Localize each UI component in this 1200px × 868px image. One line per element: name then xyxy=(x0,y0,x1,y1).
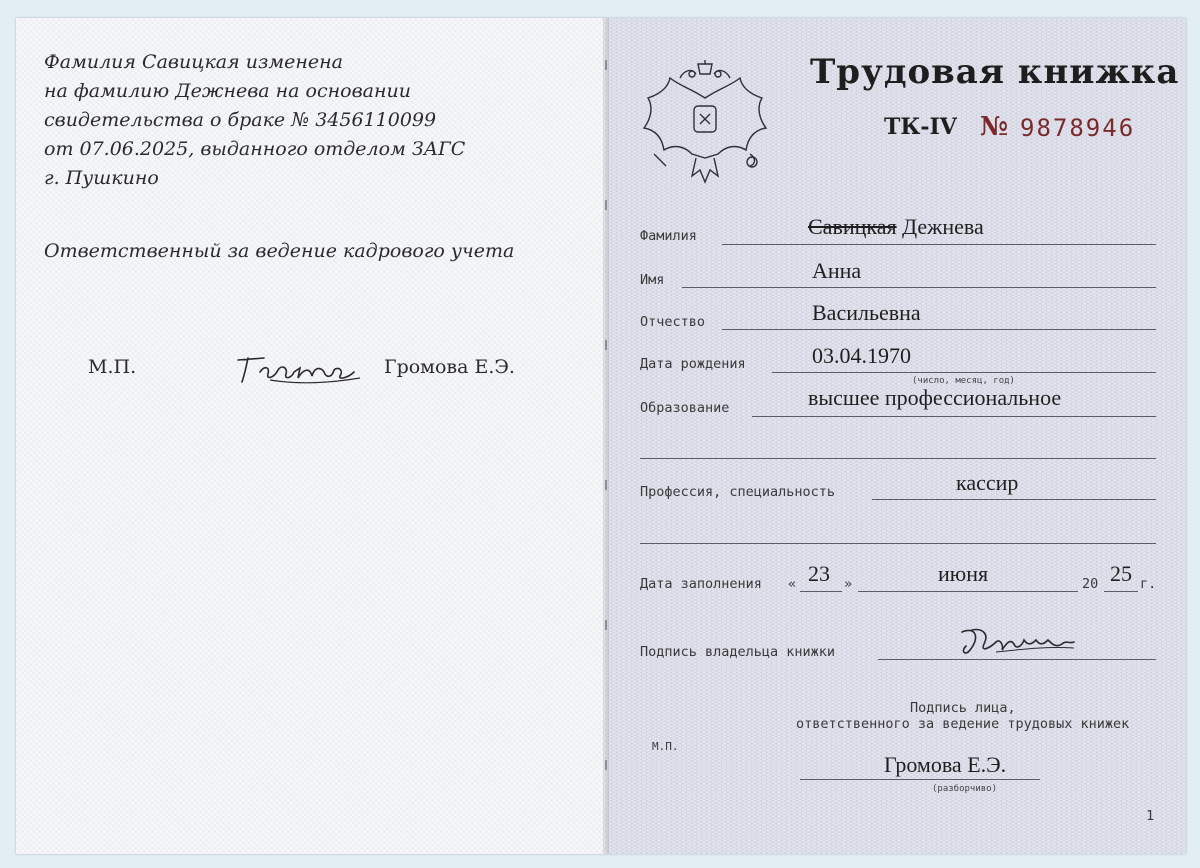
patronymic-value: Васильевна xyxy=(812,300,921,325)
responsible-hint: (разборчиво) xyxy=(932,784,998,794)
surname-old: Савицкая xyxy=(808,214,897,239)
fill-date-label: Дата заполнения xyxy=(640,576,762,592)
profession-label: Профессия, специальность xyxy=(640,484,836,500)
fill-month-line xyxy=(858,591,1078,592)
note-line: свидетельства о браке № 3456110099 xyxy=(44,109,437,131)
responsible-sign-label-1: Подпись лица, xyxy=(910,700,1016,716)
name-change-note xyxy=(44,48,564,193)
surname-line xyxy=(722,244,1156,245)
profession-value: кассир xyxy=(956,470,1019,495)
responsible-name: Громова Е.Э. xyxy=(384,356,515,378)
fill-day-close: » xyxy=(844,576,853,592)
note-line: на фамилию Дежнева на основании xyxy=(44,80,411,102)
responsible-label: Ответственный за ведение кадрового учета xyxy=(44,240,515,262)
surname-label: Фамилия xyxy=(640,228,697,244)
name-label: Имя xyxy=(640,272,665,288)
owner-sign-label: Подпись владельца книжки xyxy=(640,644,836,660)
fill-year-line xyxy=(1104,591,1138,592)
note-line: от 07.06.2025, выданного отделом ЗАГС xyxy=(44,138,466,160)
profession-line-2 xyxy=(640,543,1156,544)
name-value: Анна xyxy=(812,258,862,283)
document-title: Трудовая книжка xyxy=(810,52,1180,92)
responsible-line xyxy=(800,779,1040,780)
responsible-sign-label-2: ответственного за ведение трудовых книжек xyxy=(796,716,1130,732)
note-line: г. Пушкино xyxy=(44,167,159,189)
education-line-2 xyxy=(640,458,1156,459)
birthdate-line xyxy=(772,372,1156,373)
surname-value xyxy=(808,214,984,240)
name-line xyxy=(682,287,1156,288)
profession-line xyxy=(872,499,1156,500)
stitch xyxy=(605,480,607,490)
note-line: Фамилия Савицкая изменена xyxy=(44,51,343,73)
fill-year-prefix: 20 xyxy=(1082,576,1099,592)
fill-year-suffix: 25 xyxy=(1110,561,1132,586)
stamp-place: М.П. xyxy=(652,740,679,753)
responsible-name-value: Громова Е.Э. xyxy=(884,752,1007,777)
stitch xyxy=(605,200,607,210)
patronymic-label: Отчество xyxy=(640,314,706,330)
fill-year-g: г. xyxy=(1140,576,1157,592)
stamp-place: М.П. xyxy=(88,356,137,378)
document-series: ТК-IV xyxy=(884,114,957,140)
stitch xyxy=(605,760,607,770)
birthdate-value: 03.04.1970 xyxy=(812,343,911,368)
birthdate-hint: (число, месяц, год) xyxy=(912,376,1015,386)
owner-handwritten-signature xyxy=(956,622,1080,662)
stitch xyxy=(605,340,607,350)
education-value: высшее профессиональное xyxy=(808,385,1062,410)
fill-day-open: « xyxy=(788,576,797,592)
document-number: 9878946 xyxy=(1020,114,1136,142)
book-spine xyxy=(603,18,609,854)
fill-month: июня xyxy=(938,561,989,586)
fill-day-line xyxy=(800,591,842,592)
patronymic-line xyxy=(722,329,1156,330)
page-number: 1 xyxy=(1146,808,1155,824)
stitch xyxy=(605,60,607,70)
stitch xyxy=(605,620,607,630)
handwritten-signature xyxy=(234,348,364,388)
education-line xyxy=(752,416,1156,417)
birthdate-label: Дата рождения xyxy=(640,356,746,372)
number-sign: № xyxy=(980,112,1009,142)
fill-day: 23 xyxy=(808,561,830,586)
double-headed-eagle-emblem xyxy=(640,58,770,186)
surname-new: Дежнева xyxy=(902,214,984,239)
education-label: Образование xyxy=(640,400,730,416)
